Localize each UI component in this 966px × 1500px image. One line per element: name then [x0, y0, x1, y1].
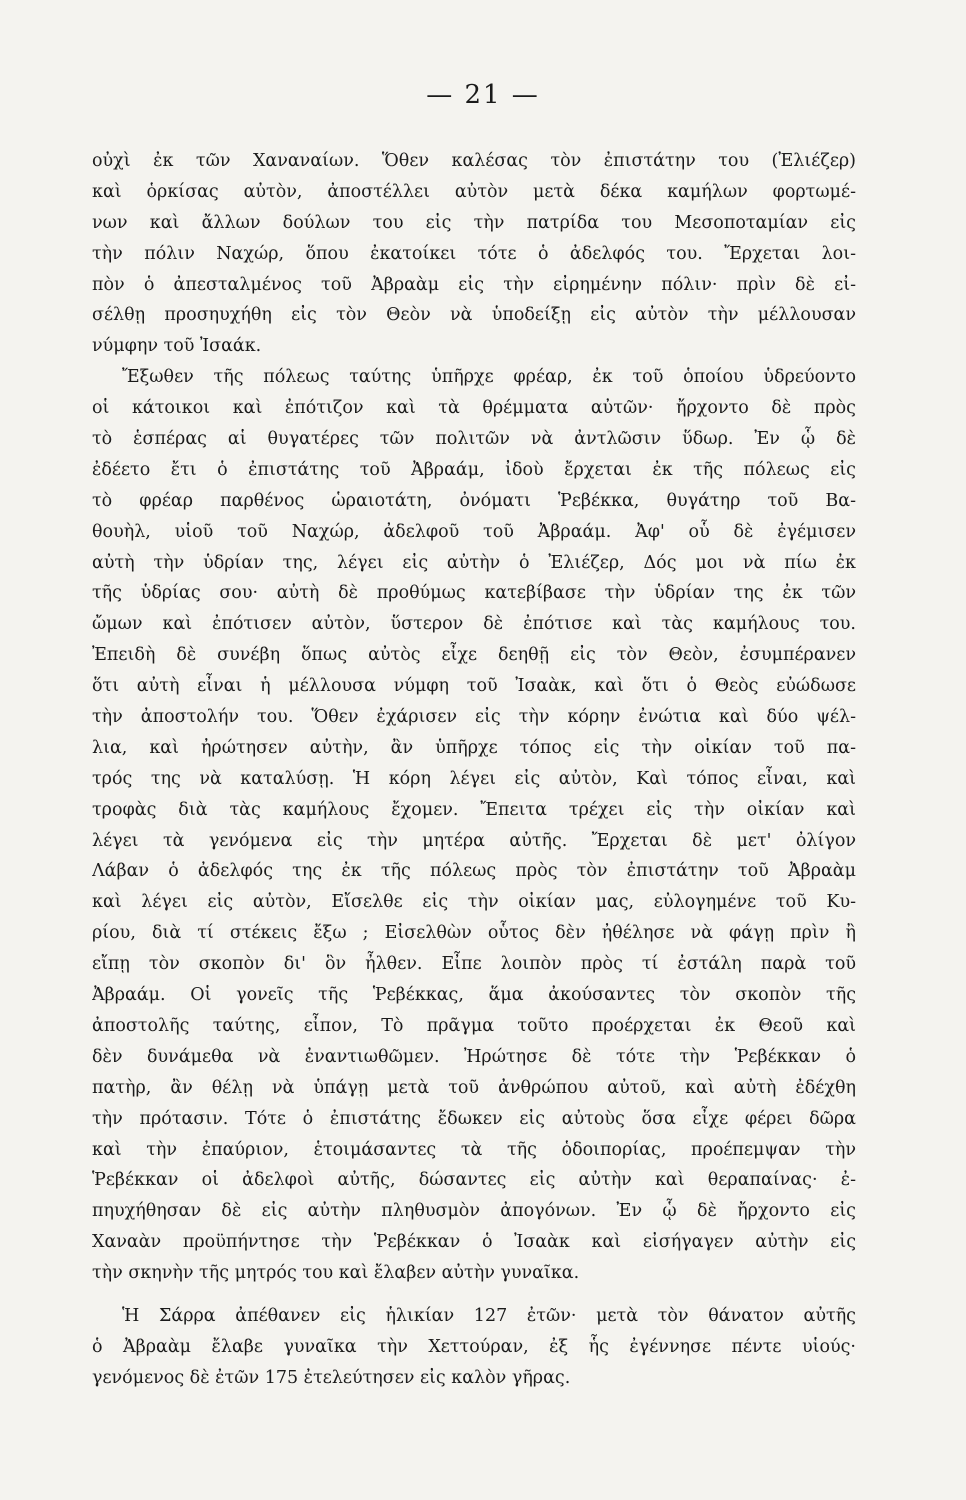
text-line: τροφὰς διὰ τὰς καμήλους ἔχομεν. Ἔπειτα τρέχει εἰς τὴν οἰκίαν καὶ [92, 799, 856, 820]
text-line: Ἡ Σάρρα ἀπέθανεν εἰς ἡλικίαν 127 ἐτῶν· μετὰ τὸν θάνατον αὐτῆς [122, 1305, 856, 1326]
text-line: τὸ φρέαρ παρθένος ὡραιοτάτη, ὀνόματι Ῥεβέκκα, θυγάτηρ τοῦ Βα- [92, 490, 856, 511]
text-line: Λάβαν ὁ ἀδελφός της ἐκ τῆς πόλεως πρὸς τὸν ἐπιστάτην τοῦ Ἀβραὰμ [92, 861, 856, 882]
text-line: ὁ Ἀβραὰμ ἔλαβε γυναῖκα τὴν Χεττούραν, ἐξ ἧς ἐγέννησε πέντε υἱούς· [92, 1336, 856, 1357]
text-line: νων καὶ ἄλλων δούλων του εἰς τὴν πατρίδα του Μεσοποταμίαν εἰς [92, 212, 856, 233]
text-line: τὴν πρότασιν. Τότε ὁ ἐπιστάτης ἔδωκεν εἰς αὐτοὺς ὅσα εἶχε φέρει δῶρα [92, 1108, 856, 1129]
text-line: Ἔξωθεν τῆς πόλεως ταύτης ὑπῆρχε φρέαρ, ἐκ τοῦ ὁποίου ὑδρεύοντο [122, 367, 856, 388]
text-line: Ἐπειδὴ δὲ συνέβη ὅπως αὐτὸς εἶχε δεηθῇ εἰς τὸν Θεὸν, ἐσυμπέρανεν [92, 645, 856, 666]
text-line: τῆς ὑδρίας σου· αὐτὴ δὲ προθύμως κατεβίβασε τὴν ὑδρίαν της ἐκ τῶν [92, 583, 856, 604]
text-line: σέλθῃ προσηυχήθη εἰς τὸν Θεὸν νὰ ὑποδείξῃ εἰς αὐτὸν τὴν μέλλουσαν [92, 305, 856, 326]
text-line: πὸν ὁ ἀπεσταλμένος τοῦ Ἀβραὰμ εἰς τὴν εἰρημένην πόλιν· πρὶν δὲ εἰ- [92, 274, 856, 295]
text-line: καὶ τὴν ἐπαύριον, ἑτοιμάσαντες τὰ τῆς ὁδοιπορίας, προέπεμψαν τὴν [92, 1139, 856, 1160]
text-line: αὐτὴ τὴν ὑδρίαν της, λέγει εἰς αὐτὴν ὁ Ἐλιέζερ, Δός μοι νὰ πίω ἐκ [92, 552, 856, 573]
paragraph-spacer [92, 1289, 856, 1301]
paragraph-1 [92, 146, 856, 362]
text-line: Χαναὰν προϋπήντησε τὴν Ῥεβέκκαν ὁ Ἰσαὰκ καὶ εἰσήγαγεν αὐτὴν εἰς [92, 1232, 856, 1253]
text-line: τὴν πόλιν Ναχώρ, ὅπου ἐκατοίκει τότε ὁ ἀδελφός του. Ἔρχεται λοι- [92, 243, 856, 264]
text-line: πηυχήθησαν δὲ εἰς αὐτὴν πληθυσμὸν ἀπογόνων. Ἐν ᾧ δὲ ἤρχοντο εἰς [92, 1201, 856, 1222]
text-line: λέγει τὰ γενόμενα εἰς τὴν μητέρα αὐτῆς. Ἔρχεται δὲ μετ' ὀλίγον [92, 830, 856, 851]
text-line: ὅτι αὐτὴ εἶναι ἡ μέλλουσα νύμφη τοῦ Ἰσαὰκ, καὶ ὅτι ὁ Θεὸς εὐώδωσε [92, 676, 856, 697]
text-line: γενόμενος δὲ ἐτῶν 175 ἐτελεύτησεν εἰς καλὸν γῆρας. [92, 1367, 571, 1388]
text-line: ρίου, διὰ τί στέκεις ἔξω ; Εἰσελθὼν οὗτος δὲν ἠθέλησε νὰ φάγῃ πρὶν ἢ [92, 923, 856, 944]
text-line: τὸ ἑσπέρας αἱ θυγατέρες τῶν πολιτῶν νὰ ἀντλῶσιν ὕδωρ. Ἐν ᾧ δὲ [92, 429, 856, 450]
text-line: τρός της νὰ καταλύσῃ. Ἡ κόρη λέγει εἰς αὐτὸν, Καὶ τόπος εἶναι, καὶ [92, 768, 856, 789]
text-line: καὶ λέγει εἰς αὐτὸν, Εἴσελθε εἰς τὴν οἰκίαν μας, εὐλογημένε τοῦ Κυ- [92, 892, 856, 913]
text-line: λια, καὶ ἠρώτησεν αὐτὴν, ἂν ὑπῆρχε τόπος εἰς τὴν οἰκίαν τοῦ πα- [92, 737, 856, 758]
paragraph-3 [92, 1301, 856, 1394]
text-line: οὐχὶ ἐκ τῶν Χαναναίων. Ὅθεν καλέσας τὸν ἐπιστάτην του (Ἐλιέζερ) [92, 151, 856, 171]
text-line: δὲν δυνάμεθα νὰ ἐναντιωθῶμεν. Ἠρώτησε δὲ τότε τὴν Ῥεβέκκαν ὁ [92, 1046, 856, 1067]
text-line: Ἀβραάμ. Οἱ γονεῖς τῆς Ῥεβέκκας, ἅμα ἀκούσαντες τὸν σκοπὸν τῆς [92, 985, 856, 1006]
body-text [92, 146, 856, 1394]
text-line: καὶ ὁρκίσας αὐτὸν, ἀποστέλλει αὐτὸν μετὰ δέκα καμήλων φορτωμέ- [92, 181, 856, 202]
text-line: ἀποστολῆς ταύτης, εἶπον, Τὸ πρᾶγμα τοῦτο προέρχεται ἐκ Θεοῦ καὶ [92, 1015, 856, 1036]
text-line: τὴν σκηνὴν τῆς μητρός του καὶ ἔλαβεν αὐτὴν γυναῖκα. [92, 1263, 580, 1284]
text-line: τὴν ἀποστολήν του. Ὅθεν ἐχάρισεν εἰς τὴν κόρην ἐνώτια καὶ δύο ψέλ- [92, 707, 856, 728]
text-line: ὤμων καὶ ἐπότισεν αὐτὸν, ὕστερον δὲ ἐπότισε καὶ τὰς καμήλους του. [92, 614, 856, 635]
paragraph-2 [92, 362, 856, 1289]
text-line: εἴπῃ τὸν σκοπὸν δι' ὃν ἦλθεν. Εἶπε λοιπὸν πρὸς τί ἐστάλη παρὰ τοῦ [92, 954, 856, 975]
page-number: — 21 — [426, 80, 540, 110]
text-line: Ῥεβέκκαν οἱ ἀδελφοὶ αὐτῆς, δώσαντες εἰς αὐτὴν καὶ θεραπαίνας· ἐ- [92, 1170, 856, 1191]
text-line: ἐδέετο ἔτι ὁ ἐπιστάτης τοῦ Ἀβραάμ, ἰδοὺ ἔρχεται ἐκ τῆς πόλεως εἰς [92, 459, 856, 480]
text-line: νύμφην τοῦ Ἰσαάκ. [92, 336, 262, 357]
text-line: οἱ κάτοικοι καὶ ἐπότιζον καὶ τὰ θρέμματα αὐτῶν· ἤρχοντο δὲ πρὸς [92, 398, 856, 419]
text-line: θουὴλ, υἱοῦ τοῦ Ναχώρ, ἀδελφοῦ τοῦ Ἀβραάμ. Ἀφ' οὗ δὲ ἐγέμισεν [92, 521, 856, 542]
text-line: πατὴρ, ἂν θέλῃ νὰ ὑπάγῃ μετὰ τοῦ ἀνθρώπου αὐτοῦ, καὶ αὐτὴ ἐδέχθη [92, 1077, 856, 1098]
